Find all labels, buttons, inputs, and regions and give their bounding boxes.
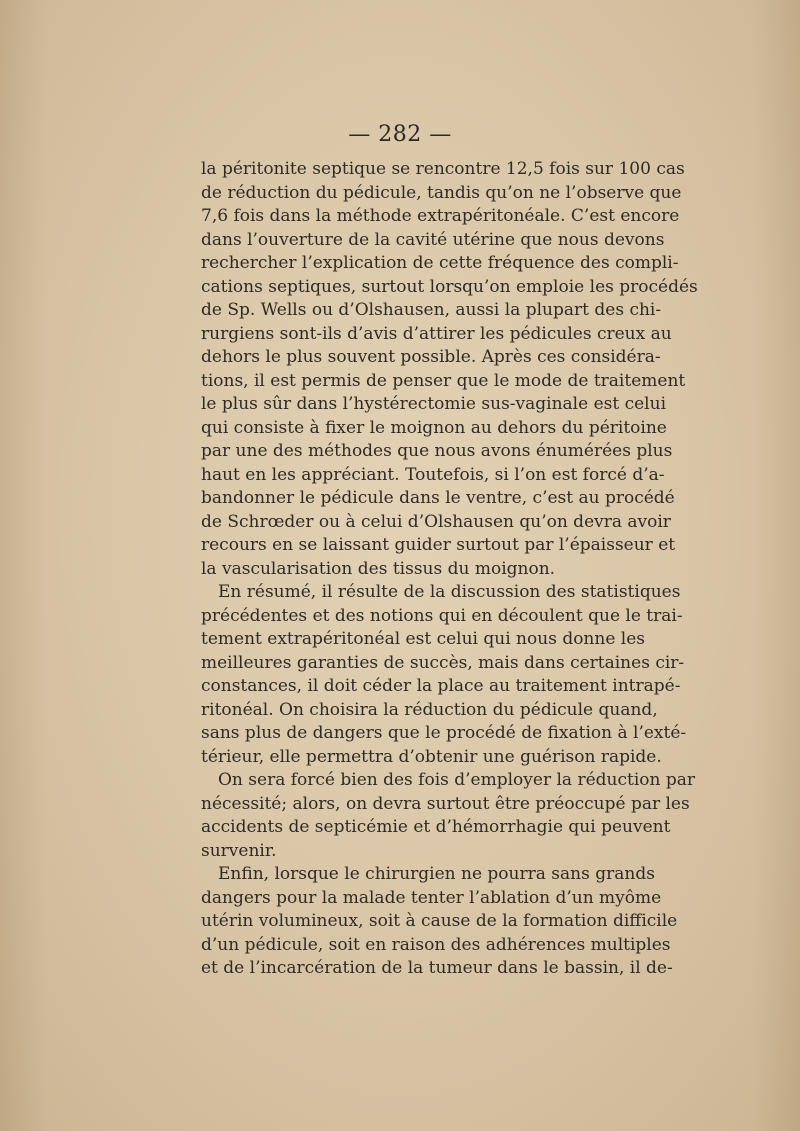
text-line: tement extrapéritonéal est celui qui nous donne les [201, 629, 646, 649]
body-text [201, 158, 698, 981]
text-line: ritonéal. On choisira la réduction du pédicule quand, [201, 699, 658, 720]
text-line: qui consiste à fixer le moignon au dehors du péritoine [201, 417, 667, 438]
text-line: recours en se laissant guider surtout par l’épaisseur et [201, 535, 676, 555]
text-line: On sera forcé bien des fois d’employer la réduction par [218, 770, 696, 790]
text-line: haut en les appréciant. Toutefois, si l’on est forcé d’a- [201, 464, 665, 485]
text-line: le plus sûr dans l’hystérectomie sus-vaginale est celui [201, 394, 667, 414]
text-line: rechercher l’explication de cette fréquence des compli- [201, 253, 679, 273]
text-line: bandonner le pédicule dans le ventre, c’est au procédé [201, 488, 675, 508]
text-line: tions, il est permis de penser que le mode de traitement [201, 370, 686, 391]
text-line: de Schrœder ou à celui d’Olshausen qu’on devra avoir [201, 511, 671, 532]
text-line: Enfin, lorsque le chirurgien ne pourra sans grands [218, 864, 655, 884]
text-line: survenir. [201, 840, 277, 861]
text-line: la péritonite septique se rencontre 12,5 fois sur 100 cas [201, 159, 685, 179]
page-number: — 282 — [348, 122, 452, 147]
text-line: cations septiques, surtout lorsqu’on emploie les procédés [201, 276, 698, 297]
text-line: 7,6 fois dans la méthode extrapéritonéale. C’est encore [201, 206, 680, 226]
text-line: d’un pédicule, soit en raison des adhérences multiples [201, 934, 671, 955]
text-line: par une des méthodes que nous avons énumérées plus [201, 441, 673, 461]
text-line: accidents de septicémie et d’hémorrhagie qui peuvent [201, 817, 671, 837]
text-line: nécessité; alors, on devra surtout être préoccupé par les [201, 793, 690, 814]
text-line: rurgiens sont-ils d’avis d’attirer les pédicules creux au [201, 323, 672, 344]
text-line: dehors le plus souvent possible. Après ces considéra- [201, 347, 661, 367]
text-line: utérin volumineux, soit à cause de la formation difficile [201, 911, 678, 931]
text-line: sans plus de dangers que le procédé de fixation à l’exté- [201, 723, 687, 743]
text-line: térieur, elle permettra d’obtenir une guérison rapide. [201, 746, 662, 767]
text-line: de Sp. Wells ou d’Olshausen, aussi la plupart des chi- [201, 300, 662, 320]
text-line: et de l’incarcération de la tumeur dans le bassin, il de- [201, 958, 673, 978]
text-line: En résumé, il résulte de la discussion des statistiques [218, 582, 681, 602]
text-line: meilleures garanties de succès, mais dans certaines cir- [201, 652, 685, 673]
text-line: dangers pour la malade tenter l’ablation d’un myôme [201, 887, 662, 908]
text-line: de réduction du pédicule, tandis qu’on ne l’observe que [201, 182, 682, 203]
text-line: précédentes et des notions qui en découlent que le trai- [201, 605, 683, 626]
text-line: dans l’ouverture de la cavité utérine que nous devons [201, 229, 665, 250]
text-line: constances, il doit céder la place au traitement intrapé- [201, 676, 681, 696]
text-line: la vascularisation des tissus du moignon. [201, 558, 556, 579]
